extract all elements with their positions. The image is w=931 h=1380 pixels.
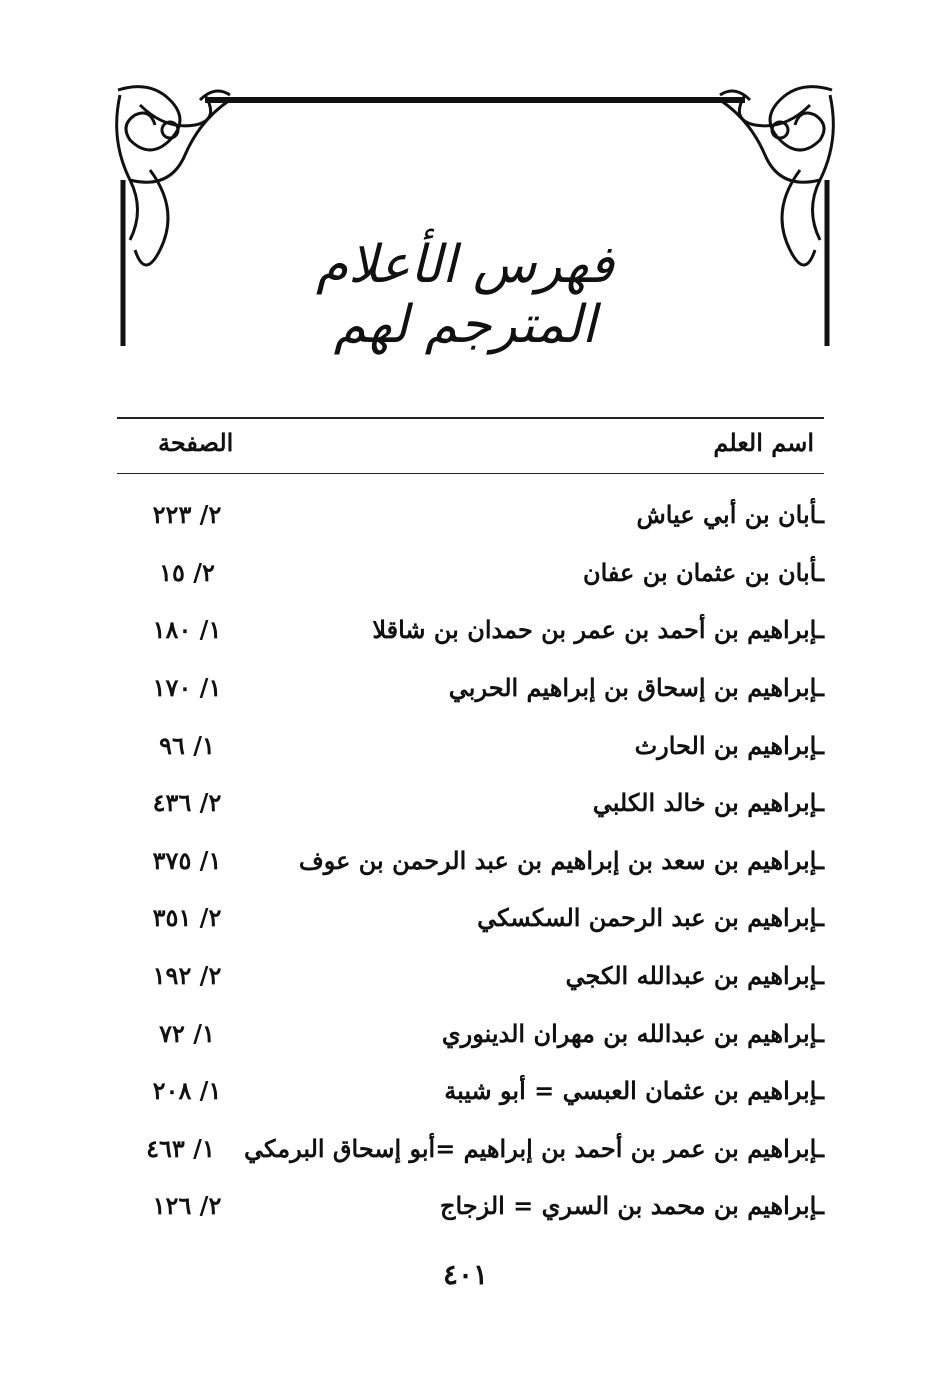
list-item xyxy=(117,774,824,832)
entry-name: ـإبراهيم بن أحمد بن عمر بن حمدان بن شاقلا xyxy=(372,615,824,645)
entry-page: ٢/ ١٥ xyxy=(159,557,215,587)
entry-name: ـإبراهيم بن خالد الكلبي xyxy=(592,788,824,818)
entry-page: ١/ ٢٠٨ xyxy=(152,1076,222,1106)
entry-page: ٢/ ١٩٢ xyxy=(152,961,222,991)
entry-page: ٢/ ٤٣٦ xyxy=(152,788,222,818)
list-item xyxy=(117,889,824,947)
list-item xyxy=(117,1062,824,1120)
list-item xyxy=(117,659,824,717)
entry-name: ـأبان بن أبي عياش xyxy=(636,500,824,530)
entry-page: ٢/ ٢٢٣ xyxy=(152,500,222,530)
entry-name: ـإبراهيم بن عبدالله بن مهران الدينوري xyxy=(441,1018,824,1048)
page-title: فهرس الأعلام المترجم لهم xyxy=(316,235,614,355)
entry-name: ـإبراهيم بن عبد الرحمن السكسكي xyxy=(477,903,824,933)
header-bottom-rule xyxy=(117,473,824,474)
column-header-name: اسم العلم xyxy=(713,428,814,457)
list-item xyxy=(117,1177,824,1235)
entry-name: ـإبراهيم بن محمد بن السري = الزجاج xyxy=(439,1191,824,1221)
entry-page: ١/ ٩٦ xyxy=(159,730,215,760)
list-item xyxy=(117,947,824,1005)
entry-name: ـأبان بن عثمان بن عفان xyxy=(582,557,824,587)
entry-page: ١/ ٣٧٥ xyxy=(152,845,222,875)
entry-page: ٢/ ٣٥١ xyxy=(152,903,222,933)
entry-name: ـإبراهيم بن سعد بن إبراهيم بن عبد الرحمن بن عوف xyxy=(298,845,824,875)
list-item xyxy=(117,716,824,774)
list-item xyxy=(117,1120,824,1178)
entry-name: ـإبراهيم بن عثمان العبسي = أبو شيبة xyxy=(444,1076,824,1106)
list-item xyxy=(117,601,824,659)
entry-page: ١/ ١٧٠ xyxy=(152,673,222,703)
list-item xyxy=(117,486,824,544)
list-item xyxy=(117,1004,824,1062)
entry-name: ـإبراهيم بن الحارث xyxy=(634,730,824,760)
header-top-rule xyxy=(117,417,824,419)
entry-name: ـإبراهيم بن إسحاق بن إبراهيم الحربي xyxy=(448,673,824,703)
page-number: ٤٠١ xyxy=(442,1258,489,1291)
entry-page: ١/ ٤٦٣ xyxy=(146,1133,215,1163)
index-list xyxy=(117,486,824,1235)
entry-name: ـإبراهيم بن عمر بن أحمد بن إبراهيم =أبو إسحاق البرمكي xyxy=(243,1133,824,1163)
column-header-page: الصفحة xyxy=(158,428,234,457)
list-item xyxy=(117,832,824,890)
entry-page: ١/ ٧٢ xyxy=(159,1018,215,1048)
entry-page: ١/ ١٨٠ xyxy=(152,615,222,645)
entry-page: ٢/ ١٢٦ xyxy=(152,1191,222,1221)
list-item xyxy=(117,544,824,602)
entry-name: ـإبراهيم بن عبدالله الكجي xyxy=(565,961,824,991)
